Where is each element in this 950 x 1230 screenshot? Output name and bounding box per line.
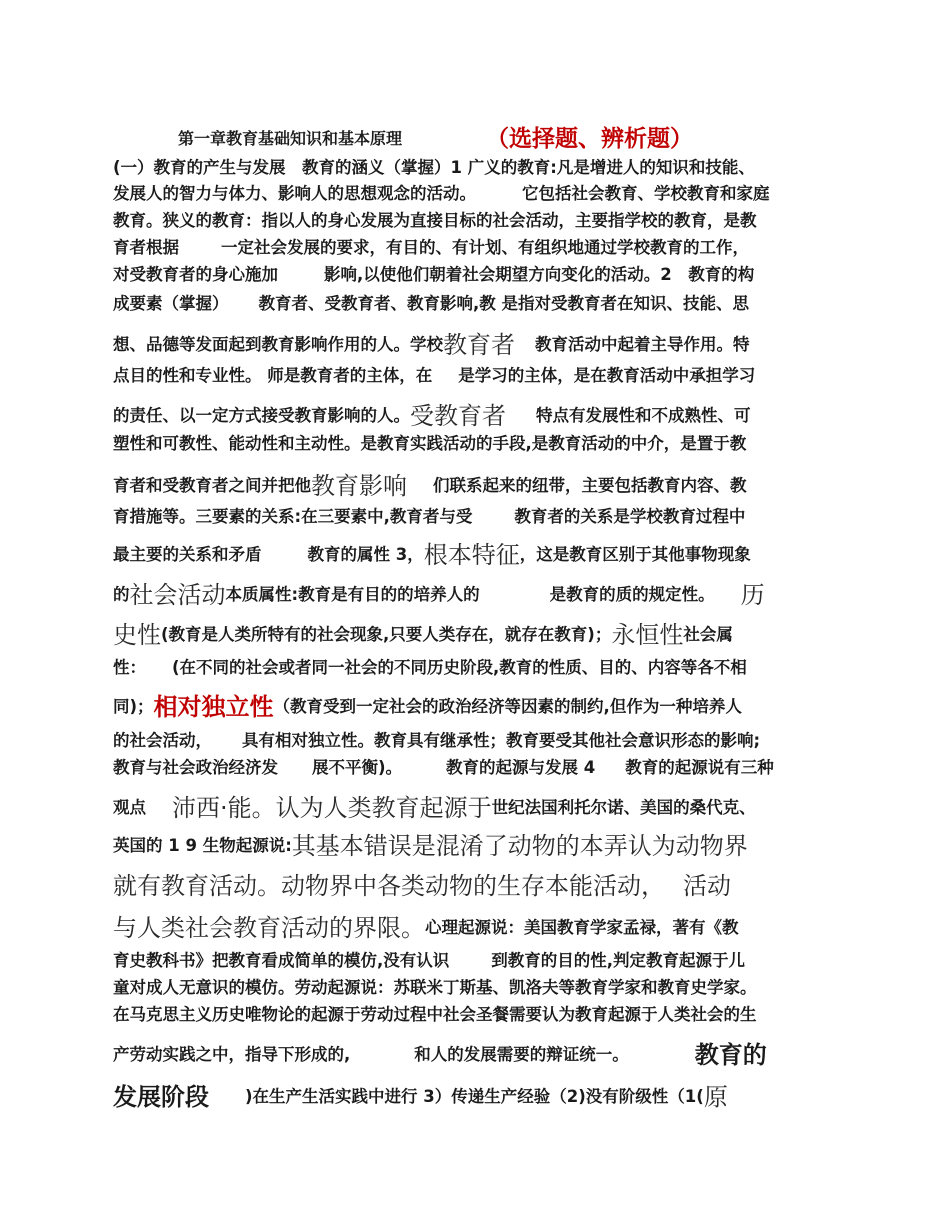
text-line: 塑性和可教性、能动性和主动性。是教育实践活动的手段,是教育活动的中介，是置于教: [113, 434, 747, 453]
text-line: 教育与社会政治经济发 展不平衡)。 教育的起源与发展 4 教育的起源说有三种: [113, 758, 774, 777]
text-line: 发展人的智力与体力、影响人的思想观念的活动。 它包括社会教育、学校教育和家庭: [113, 184, 770, 203]
text-line: 产劳动实践之中，指导下形成的, 和人的发展需要的辩证统一。 教育的: [113, 1041, 767, 1069]
text-line: 就有教育活动。动物界中各类动物的生存本能活动， 活动: [113, 872, 731, 900]
text-line: 与人类社会教育活动的界限。心理起源说：美国教育学家孟禄，著有《教: [113, 914, 739, 942]
text-line: 对受教育者的身心施加 影响,以使他们朝着社会期望方向变化的活动。2 教育的构: [113, 265, 755, 284]
text-line: 史性(教育是人类所特有的社会现象,只要人类存在，就存在教育)；永恒性社会属: [113, 621, 733, 649]
section-heading: 教育的: [694, 1041, 767, 1069]
text-line: 童对成人无意识的模仿。劳动起源说：苏联米丁斯基、凯洛夫等教育学家和教育史学家。: [113, 978, 757, 997]
text-line: 育者和受教育者之间并把他教育影响 们联系起来的纽带，主要包括教育内容、教: [113, 472, 747, 500]
section-heading: 发展阶段: [113, 1083, 209, 1111]
text-line: 的社会活动本质属性:教育是有目的的培养人的 是教育的质的规定性。 历: [113, 581, 765, 609]
highlight-term: 相对独立性: [153, 693, 274, 721]
chapter-title-line: [178, 126, 694, 152]
text-line: 的责任、以一定方式接受教育影响的人。受教育者 特点有发展性和不成熟性、可: [113, 402, 751, 430]
text-line: 在马克思主义历史唯物论的起源于劳动过程中社会圣餐需要认为教育起源于人类社会的生: [113, 1005, 757, 1024]
text-line: 成要素（掌握） 教育者、受教育者、教育影响,教 是指对受教育者在知识、技能、思: [113, 294, 750, 313]
text-line: 教育。狭义的教育：指以人的身心发展为直接目标的社会活动，主要指学校的教育，是教: [113, 211, 757, 230]
text-line: 最主要的关系和矛盾 教育的属性 3，根本特征，这是教育区别于其他事物现象: [113, 541, 751, 569]
chapter-title: 第一章教育基础知识和基本原理: [178, 129, 403, 148]
text-line: (一）教育的产生与发展 教育的涵义（掌握）1 广义的教育:凡是增进人的知识和技能、: [113, 158, 755, 177]
text-line: 育措施等。三要素的关系:在三要素中,教育者与受 教育者的关系是学校教育过程中: [113, 507, 746, 526]
text-line: 发展阶段 )在生产生活实践中进行 3）传递生产经验（2)没有阶级性（1(原: [113, 1083, 728, 1111]
text-line: 育史教科书》把教育看成简单的模仿,没有认识 到教育的目的性,判定教育起源于儿: [113, 951, 746, 970]
text-line: 想、品德等发面起到教育影响作用的人。学校教育者 教育活动中起着主导作用。特: [113, 331, 750, 359]
text-line: 同)；相对独立性（教育受到一定社会的政治经济等因素的制约,但作为一种培养人: [113, 693, 742, 721]
question-type-subtitle: （选择题、辨析题）: [486, 126, 694, 152]
text-line: 观点 沛西·能。认为人类教育起源于世纪法国利托尔诺、美国的桑代克、: [113, 794, 756, 822]
text-line: 英国的 1 9 生物起源说:其基本错误是混淆了动物的本弄认为动物界: [113, 832, 748, 860]
text-line: 育者根据 一定社会发展的要求，有目的、有计划、有组织地通过学校教育的工作，: [113, 238, 749, 257]
text-line: 的社会活动， 具有相对独立性。教育具有继承性；教育要受其他社会意识形态的影响;: [113, 731, 761, 750]
text-line: 性： (在不同的社会或者同一社会的不同历史阶段,教育的性质、目的、内容等各不相: [113, 658, 747, 677]
text-line: 点目的性和专业性。 师是教育者的主体，在 是学习的主体，是在教育活动中承担学习: [113, 366, 756, 385]
